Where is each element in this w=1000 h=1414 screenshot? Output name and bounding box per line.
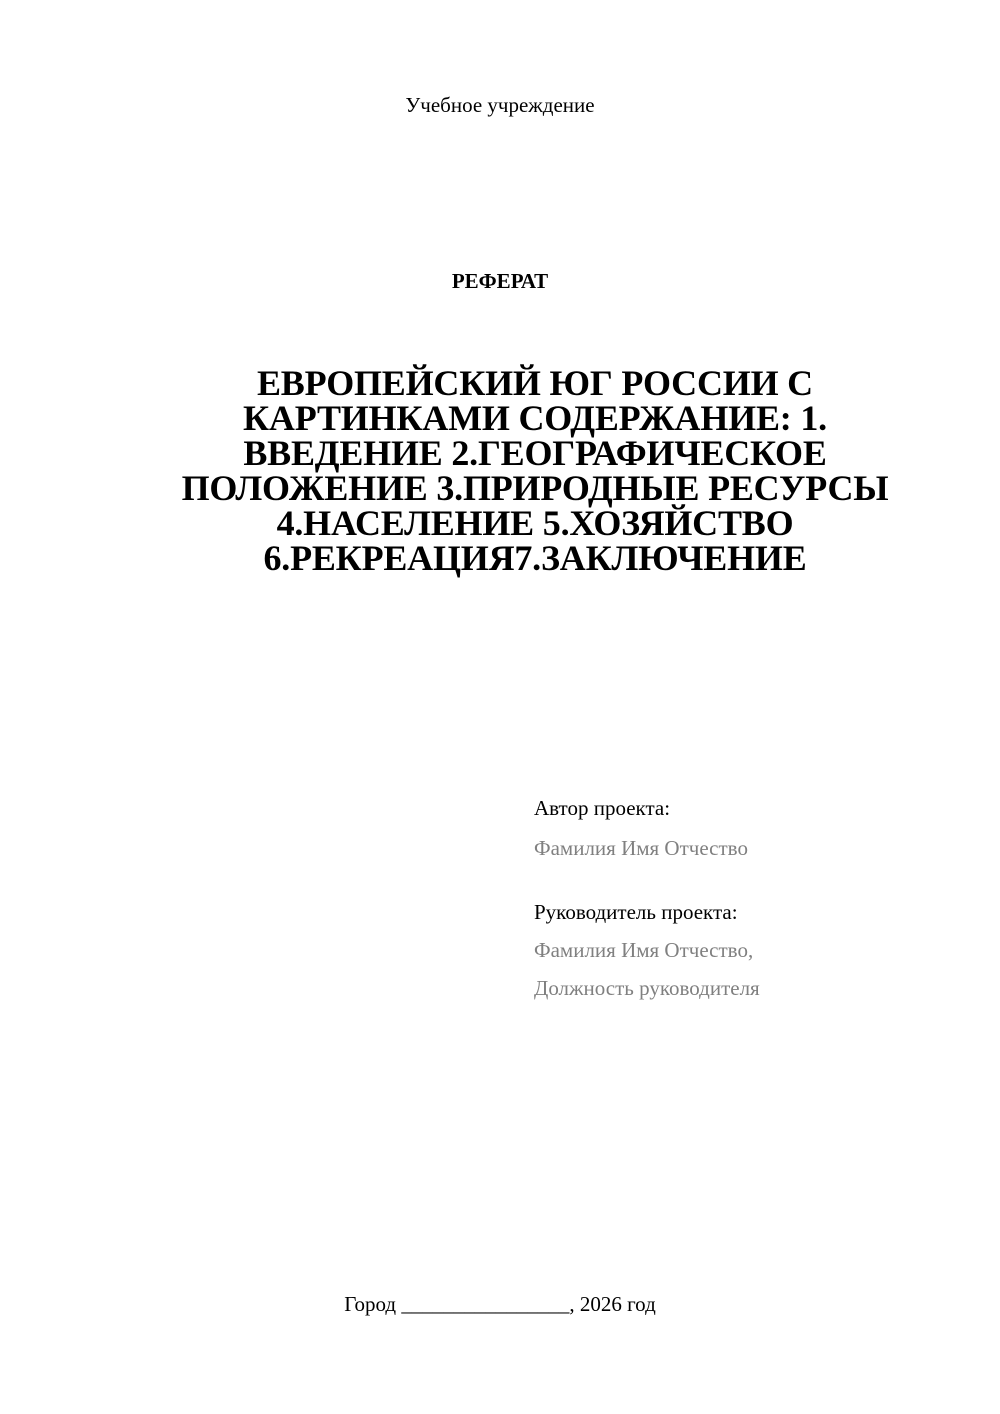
city-year-line: Город ________________, 2026 год <box>344 1292 656 1316</box>
supervisor-name-placeholder: Фамилия Имя Отчество, <box>534 938 754 962</box>
supervisor-block <box>534 893 954 1007</box>
author-block <box>534 788 954 868</box>
document-title: ЕВРОПЕЙСКИЙ ЮГ РОССИИ С КАРТИНКАМИ СОДЕРЖАНИЕ: 1. ВВЕДЕНИЕ 2.ГЕОГРАФИЧЕСКОЕ ПОЛОЖЕНИЕ 3.ПРИРОДНЫЕ РЕСУРСЫ 4.НАСЕЛЕНИЕ 5.ХОЗЯЙСТВО 6.РЕКРЕАЦИЯ7.ЗАКЛЮЧЕНИЕ <box>181 363 889 578</box>
document-type: РЕФЕРАТ <box>451 269 549 293</box>
institution-name: Учебное учреждение <box>405 93 595 117</box>
author-name-placeholder: Фамилия Имя Отчество <box>534 836 748 860</box>
supervisor-position-placeholder: Должность руководителя <box>534 976 760 1000</box>
supervisor-label: Руководитель проекта: <box>534 900 738 924</box>
author-label: Автор проекта: <box>534 796 671 820</box>
